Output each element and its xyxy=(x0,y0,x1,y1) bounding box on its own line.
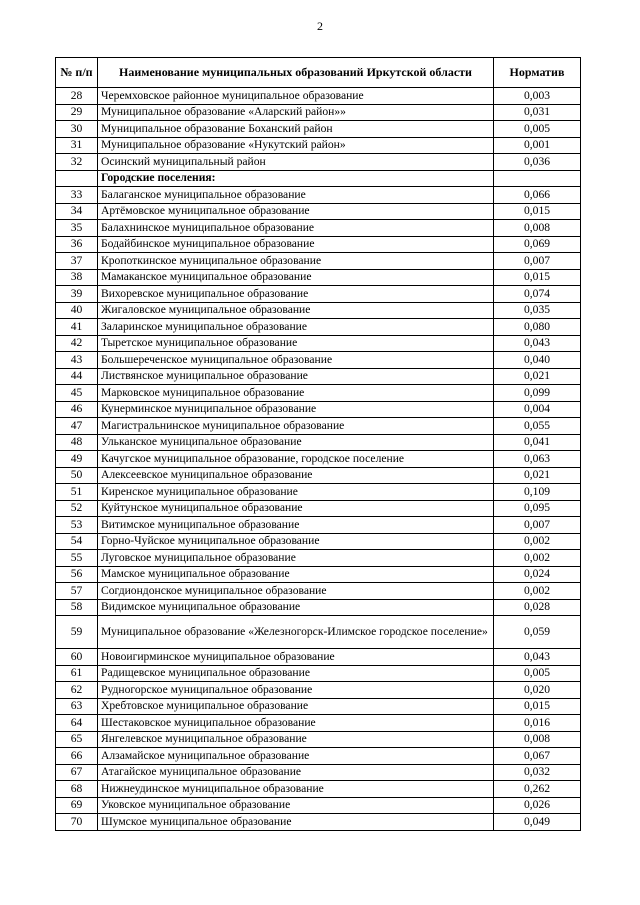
table-row xyxy=(56,203,581,220)
table-row xyxy=(56,682,581,699)
municipality-name: Янгелевское муниципальное образование xyxy=(98,731,494,748)
municipality-name: Согдиондонское муниципальное образование xyxy=(98,583,494,600)
row-number: 37 xyxy=(56,253,98,270)
row-number: 61 xyxy=(56,665,98,682)
normative-value: 0,036 xyxy=(494,154,581,171)
row-number: 29 xyxy=(56,104,98,121)
municipality-name: Мамское муниципальное образование xyxy=(98,566,494,583)
normatives-table xyxy=(55,57,581,831)
table-row xyxy=(56,781,581,798)
municipality-name: Рудногорское муниципальное образование xyxy=(98,682,494,699)
table-row xyxy=(56,269,581,286)
table-row xyxy=(56,517,581,534)
municipality-name: Куйтунское муниципальное образование xyxy=(98,500,494,517)
table-row xyxy=(56,484,581,501)
municipality-name: Марковское муниципальное образование xyxy=(98,385,494,402)
table-row xyxy=(56,286,581,303)
normative-value: 0,021 xyxy=(494,467,581,484)
table-row xyxy=(56,665,581,682)
municipality-name: Большереченское муниципальное образование xyxy=(98,352,494,369)
table-row xyxy=(56,352,581,369)
municipality-name: Алексеевское муниципальное образование xyxy=(98,467,494,484)
municipality-name: Радищевское муниципальное образование xyxy=(98,665,494,682)
normative-value: 0,015 xyxy=(494,698,581,715)
normative-value: 0,262 xyxy=(494,781,581,798)
row-number: 38 xyxy=(56,269,98,286)
row-number: 55 xyxy=(56,550,98,567)
row-number: 41 xyxy=(56,319,98,336)
row-number: 52 xyxy=(56,500,98,517)
row-number xyxy=(56,170,98,187)
normative-value: 0,080 xyxy=(494,319,581,336)
table-row xyxy=(56,715,581,732)
normative-value: 0,069 xyxy=(494,236,581,253)
table-row xyxy=(56,385,581,402)
normative-value: 0,035 xyxy=(494,302,581,319)
row-number: 31 xyxy=(56,137,98,154)
row-number: 63 xyxy=(56,698,98,715)
normative-value: 0,028 xyxy=(494,599,581,616)
table-row xyxy=(56,154,581,171)
normative-value: 0,021 xyxy=(494,368,581,385)
row-number: 70 xyxy=(56,814,98,831)
municipality-name: Алзамайское муниципальное образование xyxy=(98,748,494,765)
table-row xyxy=(56,797,581,814)
row-number: 32 xyxy=(56,154,98,171)
normative-value: 0,005 xyxy=(494,665,581,682)
table-row xyxy=(56,368,581,385)
normative-value: 0,020 xyxy=(494,682,581,699)
normative-value: 0,099 xyxy=(494,385,581,402)
municipality-name: Тыретское муниципальное образование xyxy=(98,335,494,352)
header-name: Наименование муниципальных образований Иркутской области xyxy=(98,58,494,88)
table-row xyxy=(56,566,581,583)
page-number: 2 xyxy=(317,19,323,33)
row-number: 34 xyxy=(56,203,98,220)
municipality-name: Киренское муниципальное образование xyxy=(98,484,494,501)
municipality-name: Муниципальное образование «Железногорск-Илимское городское поселение» xyxy=(98,616,494,649)
table-row xyxy=(56,764,581,781)
normative-value: 0,007 xyxy=(494,517,581,534)
normative-value: 0,055 xyxy=(494,418,581,435)
normative-value: 0,007 xyxy=(494,253,581,270)
table-row xyxy=(56,187,581,204)
table-row xyxy=(56,104,581,121)
normative-value: 0,040 xyxy=(494,352,581,369)
table-row xyxy=(56,698,581,715)
municipality-name: Качугское муниципальное образование, городское поселение xyxy=(98,451,494,468)
normative-value: 0,008 xyxy=(494,220,581,237)
row-number: 50 xyxy=(56,467,98,484)
municipality-name: Хребтовское муниципальное образование xyxy=(98,698,494,715)
municipality-name: Муниципальное образование «Аларский район»» xyxy=(98,104,494,121)
row-number: 60 xyxy=(56,649,98,666)
row-number: 42 xyxy=(56,335,98,352)
table-row xyxy=(56,814,581,831)
table-header-row xyxy=(56,58,581,88)
row-number: 65 xyxy=(56,731,98,748)
municipality-name: Видимское муниципальное образование xyxy=(98,599,494,616)
normative-value: 0,004 xyxy=(494,401,581,418)
municipality-name: Балахнинское муниципальное образование xyxy=(98,220,494,237)
row-number: 58 xyxy=(56,599,98,616)
normative-value: 0,074 xyxy=(494,286,581,303)
normative-value: 0,008 xyxy=(494,731,581,748)
municipality-name: Артёмовское муниципальное образование xyxy=(98,203,494,220)
municipality-name: Шумское муниципальное образование xyxy=(98,814,494,831)
table-row xyxy=(56,649,581,666)
normative-value: 0,005 xyxy=(494,121,581,138)
row-number: 39 xyxy=(56,286,98,303)
table-row xyxy=(56,599,581,616)
normative-value: 0,063 xyxy=(494,451,581,468)
row-number: 56 xyxy=(56,566,98,583)
municipality-name: Балаганское муниципальное образование xyxy=(98,187,494,204)
municipality-name: Горно-Чуйское муниципальное образование xyxy=(98,533,494,550)
row-number: 64 xyxy=(56,715,98,732)
municipality-name: Вихоревское муниципальное образование xyxy=(98,286,494,303)
municipality-name: Заларинское муниципальное образование xyxy=(98,319,494,336)
table-row xyxy=(56,236,581,253)
municipality-name: Муниципальное образование Боханский район xyxy=(98,121,494,138)
row-number: 67 xyxy=(56,764,98,781)
table-row xyxy=(56,583,581,600)
normative-value: 0,067 xyxy=(494,748,581,765)
table-row xyxy=(56,335,581,352)
row-number: 44 xyxy=(56,368,98,385)
row-number: 59 xyxy=(56,616,98,649)
table-row xyxy=(56,616,581,649)
normative-value: 0,002 xyxy=(494,550,581,567)
municipality-name: Муниципальное образование «Нукутский район» xyxy=(98,137,494,154)
row-number: 54 xyxy=(56,533,98,550)
normative-value xyxy=(494,170,581,187)
table-row xyxy=(56,550,581,567)
table-row xyxy=(56,467,581,484)
municipality-name: Кропоткинское муниципальное образование xyxy=(98,253,494,270)
row-number: 33 xyxy=(56,187,98,204)
normative-value: 0,003 xyxy=(494,88,581,105)
row-number: 36 xyxy=(56,236,98,253)
normative-value: 0,002 xyxy=(494,583,581,600)
normative-value: 0,109 xyxy=(494,484,581,501)
normative-value: 0,024 xyxy=(494,566,581,583)
table-row xyxy=(56,451,581,468)
row-number: 68 xyxy=(56,781,98,798)
table-row xyxy=(56,418,581,435)
municipality-name: Уковское муниципальное образование xyxy=(98,797,494,814)
municipality-name: Ульканское муниципальное образование xyxy=(98,434,494,451)
municipality-name: Нижнеудинское муниципальное образование xyxy=(98,781,494,798)
header-value: Норматив xyxy=(494,58,581,88)
municipality-name: Жигаловское муниципальное образование xyxy=(98,302,494,319)
municipality-name: Бодайбинское муниципальное образование xyxy=(98,236,494,253)
row-number: 28 xyxy=(56,88,98,105)
row-number: 57 xyxy=(56,583,98,600)
municipality-name: Городские поселения: xyxy=(98,170,494,187)
normative-value: 0,002 xyxy=(494,533,581,550)
municipality-name: Атагайское муниципальное образование xyxy=(98,764,494,781)
table-row xyxy=(56,434,581,451)
municipality-name: Листвянское муниципальное образование xyxy=(98,368,494,385)
normative-value: 0,015 xyxy=(494,269,581,286)
municipality-name: Черемховское районное муниципальное образование xyxy=(98,88,494,105)
row-number: 46 xyxy=(56,401,98,418)
row-number: 66 xyxy=(56,748,98,765)
table-row xyxy=(56,121,581,138)
table-row xyxy=(56,137,581,154)
normative-value: 0,031 xyxy=(494,104,581,121)
row-number: 62 xyxy=(56,682,98,699)
table-row xyxy=(56,220,581,237)
row-number: 49 xyxy=(56,451,98,468)
table-row xyxy=(56,302,581,319)
row-number: 51 xyxy=(56,484,98,501)
row-number: 40 xyxy=(56,302,98,319)
table-row xyxy=(56,748,581,765)
row-number: 43 xyxy=(56,352,98,369)
normative-value: 0,095 xyxy=(494,500,581,517)
normative-value: 0,001 xyxy=(494,137,581,154)
row-number: 53 xyxy=(56,517,98,534)
municipality-name: Магистральнинское муниципальное образование xyxy=(98,418,494,435)
row-number: 69 xyxy=(56,797,98,814)
normative-value: 0,066 xyxy=(494,187,581,204)
municipality-name: Витимское муниципальное образование xyxy=(98,517,494,534)
table-row xyxy=(56,500,581,517)
row-number: 35 xyxy=(56,220,98,237)
table-row xyxy=(56,533,581,550)
municipality-name: Шестаковское муниципальное образование xyxy=(98,715,494,732)
row-number: 45 xyxy=(56,385,98,402)
normative-value: 0,043 xyxy=(494,649,581,666)
normative-value: 0,016 xyxy=(494,715,581,732)
normative-value: 0,041 xyxy=(494,434,581,451)
normative-value: 0,049 xyxy=(494,814,581,831)
row-number: 48 xyxy=(56,434,98,451)
normative-value: 0,059 xyxy=(494,616,581,649)
row-number: 47 xyxy=(56,418,98,435)
table-row xyxy=(56,319,581,336)
municipality-name: Кунерминское муниципальное образование xyxy=(98,401,494,418)
normative-value: 0,026 xyxy=(494,797,581,814)
table-row xyxy=(56,731,581,748)
municipality-name: Новоигирминское муниципальное образование xyxy=(98,649,494,666)
row-number: 30 xyxy=(56,121,98,138)
municipality-name: Луговское муниципальное образование xyxy=(98,550,494,567)
normative-value: 0,043 xyxy=(494,335,581,352)
municipality-name: Осинский муниципальный район xyxy=(98,154,494,171)
table-row xyxy=(56,88,581,105)
municipality-name: Мамаканское муниципальное образование xyxy=(98,269,494,286)
table-row xyxy=(56,401,581,418)
normative-value: 0,032 xyxy=(494,764,581,781)
header-number: № п/п xyxy=(56,58,98,88)
table-row xyxy=(56,253,581,270)
section-row xyxy=(56,170,581,187)
normative-value: 0,015 xyxy=(494,203,581,220)
